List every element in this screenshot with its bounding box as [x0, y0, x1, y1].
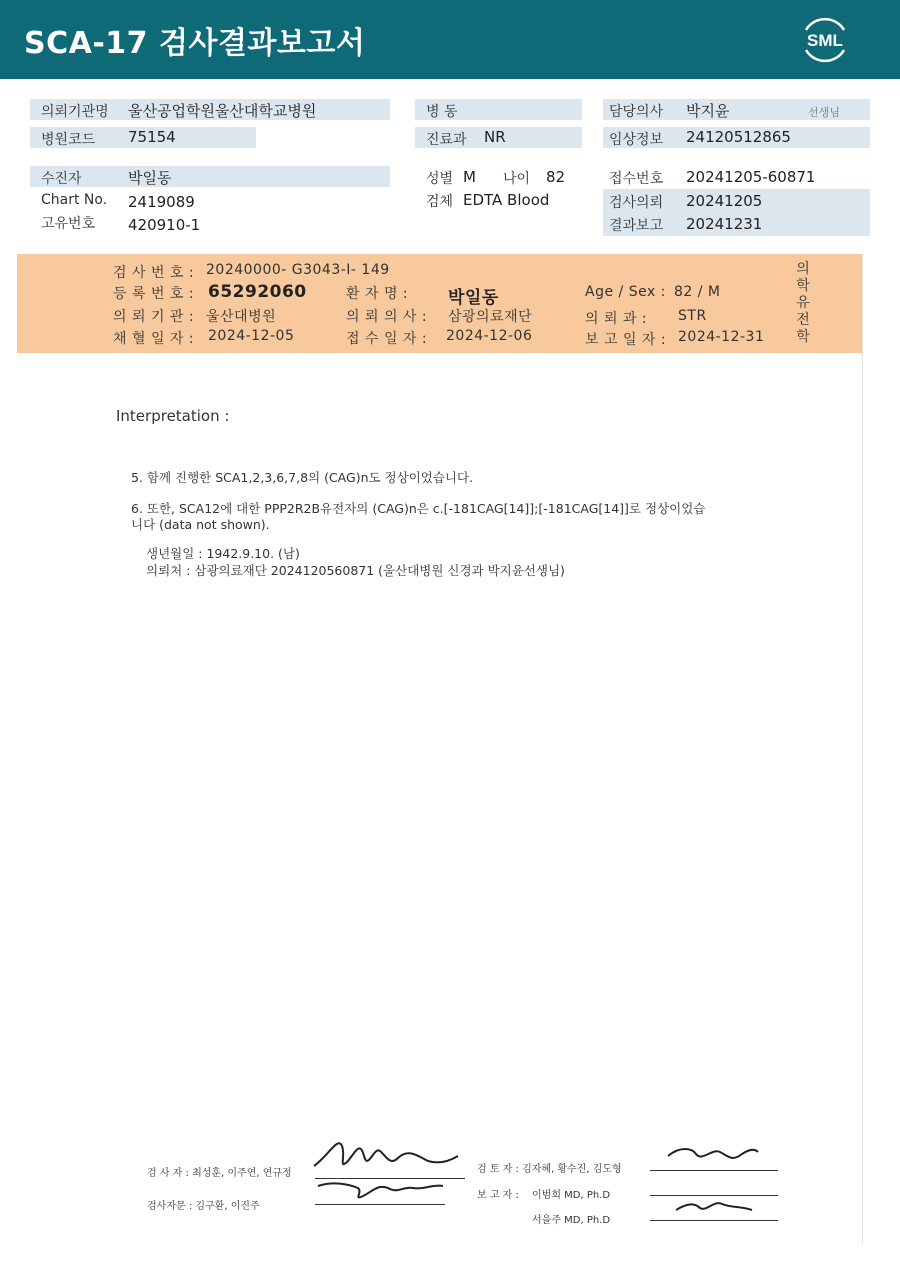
doctor-value: 박지윤 [686, 102, 730, 120]
clinical-value: 24120512865 [686, 128, 791, 146]
ward-label: 병 동 [426, 104, 458, 120]
patient-name-label: 환 자 명 : [346, 286, 409, 302]
page-title: SCA-17 검사결과보고서 [24, 26, 366, 61]
logo-text: SML [807, 31, 843, 50]
side-vertical-label: 의 학 유 전 학 [796, 261, 810, 345]
age-sex-value: 82 / M [674, 284, 721, 300]
reviewers: 검 토 자 : 김자혜, 황수진, 김도형 [477, 1164, 622, 1175]
age-value: 82 [546, 168, 566, 186]
patient-value: 박일동 [128, 169, 172, 187]
interpretation-item-6: 6. 또한, SCA12에 대한 PPP2R2B유전자의 (CAG)n은 c.[-181CAG[14]];[-181CAG[14]]로 정상이었습 [131, 501, 706, 516]
chart-value: 2419089 [128, 193, 195, 211]
reporter-label: 보 고 자 : [477, 1190, 519, 1201]
reporter2-signature-line [650, 1220, 778, 1221]
request-label: 검사의뢰 [609, 195, 664, 211]
receive-value: 2024-12-06 [446, 328, 533, 344]
org-value: 울산대병원 [206, 309, 277, 325]
unique-value: 420910-1 [128, 216, 201, 234]
reg-no-value: 65292060 [208, 282, 307, 302]
scan-dept-label: 의 뢰 과 : [585, 311, 648, 327]
doctor-label: 담당의사 [609, 104, 664, 120]
age-sex-label: Age / Sex : [585, 284, 666, 300]
referrer-info: 의뢰처 : 삼광의료재단 2024120560871 (울산대병원 신경과 박지윤선생님) [146, 563, 565, 578]
clinical-label: 임상정보 [609, 132, 664, 148]
patient-name-value: 박일동 [448, 288, 499, 308]
test-no-label: 검 사 번 호 : [113, 265, 195, 281]
date-of-birth: 생년월일 : 1942.9.10. (남) [146, 546, 300, 561]
scanned-report [17, 254, 863, 1244]
org-label: 의 뢰 기 관 : [113, 309, 195, 325]
hospital-code-value: 75154 [128, 128, 176, 146]
reporter-1: 이범희 MD, Ph.D [532, 1190, 611, 1201]
chart-label: Chart No. [41, 192, 108, 208]
collect-label: 채 혈 일 자 : [113, 331, 195, 347]
req-doctor-value: 삼광의료재단 [448, 309, 533, 325]
advisors: 검사자문 : 김구환, 이진주 [147, 1201, 260, 1212]
sex-label: 성별 [426, 171, 454, 187]
report-label: 결과보고 [609, 218, 664, 234]
interpretation-item-5: 5. 함께 진행한 SCA1,2,3,6,7,8의 (CAG)n도 정상이었습니다. [131, 470, 474, 485]
report-value: 20241231 [686, 215, 763, 233]
scan-report-label: 보 고 일 자 : [585, 332, 667, 348]
sml-logo [798, 12, 852, 66]
hospital-code-label: 병원코드 [41, 132, 96, 148]
patient-label: 수진자 [41, 171, 82, 187]
receive-label: 접 수 일 자 : [346, 331, 428, 347]
sex-value: M [463, 168, 476, 186]
reg-no-label: 등 록 번 호 : [113, 286, 195, 302]
examiner-signatures [308, 1126, 468, 1216]
referral-org-value: 울산공업학원울산대학교병원 [128, 102, 317, 120]
doctor-suffix: 선생님 [808, 106, 840, 119]
receipt-label: 접수번호 [609, 171, 664, 187]
dept-value: NR [484, 128, 506, 146]
collect-value: 2024-12-05 [208, 328, 295, 344]
request-value: 20241205 [686, 192, 763, 210]
interpretation-item-6-cont: 니다 (data not shown). [131, 517, 270, 532]
scan-report-value: 2024-12-31 [678, 329, 765, 345]
test-no-value: 20240000- G3043-I- 149 [206, 262, 390, 278]
req-doctor-label: 의 뢰 의 사 : [346, 309, 428, 325]
dept-label: 진료과 [426, 132, 467, 148]
examiners: 검 사 자 : 최성훈, 이주연, 연규정 [147, 1168, 292, 1179]
patient-bar [30, 166, 390, 187]
age-label: 나이 [503, 171, 531, 187]
referral-org-label: 의뢰기관명 [41, 104, 109, 120]
reviewer-signatures [662, 1138, 762, 1218]
specimen-label: 검체 [426, 194, 454, 210]
specimen-value: EDTA Blood [463, 191, 550, 209]
interpretation-title: Interpretation : [116, 407, 230, 425]
scan-dept-value: STR [678, 308, 707, 324]
receipt-value: 20241205-60871 [686, 168, 816, 186]
unique-label: 고유번호 [41, 216, 96, 232]
reporter-2: 서을주 MD, Ph.D [532, 1215, 611, 1226]
